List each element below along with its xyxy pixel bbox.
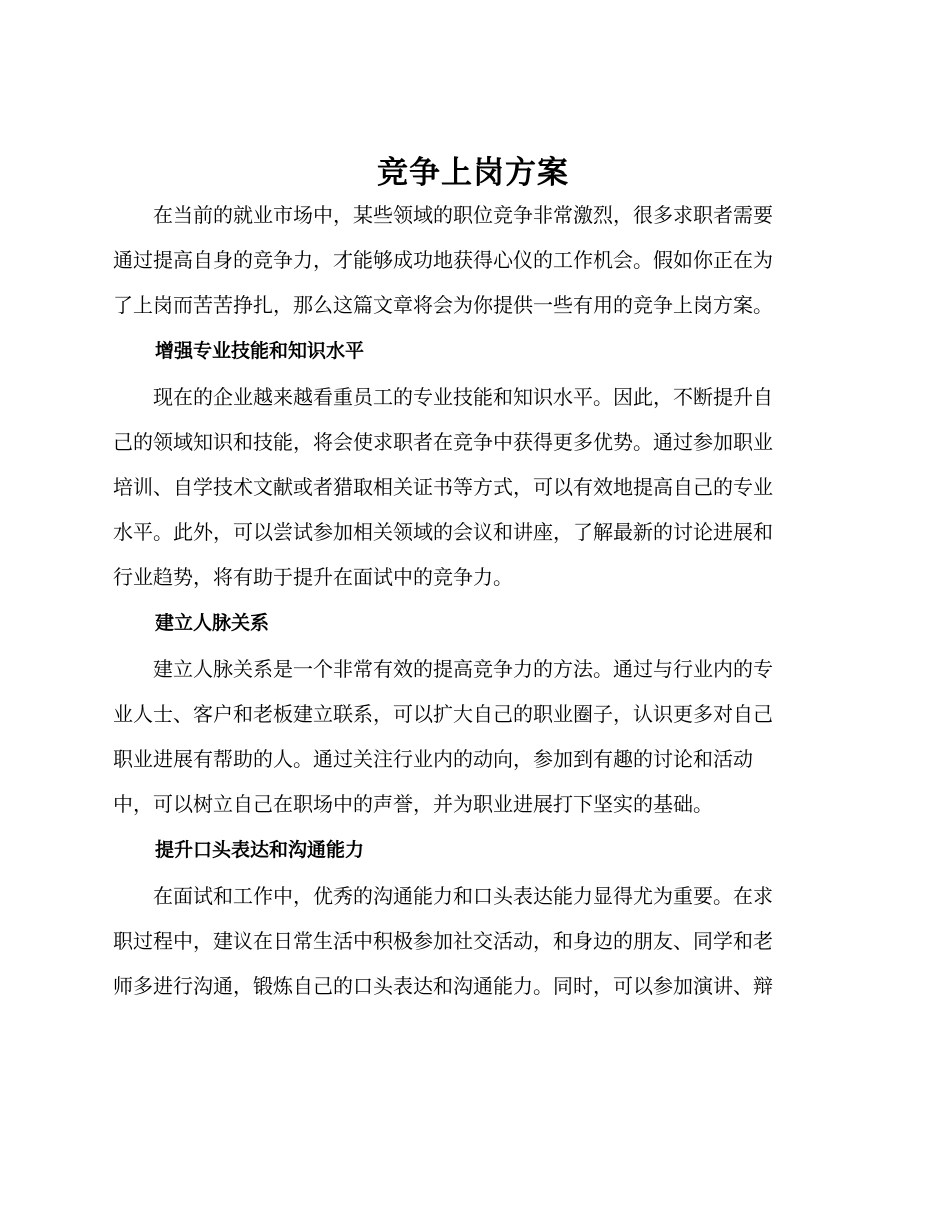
paragraph-line: 建立人脉关系是一个非常有效的提高竞争力的方法。通过与行业内的专	[153, 657, 773, 681]
document-title: 竞争上岗方案	[377, 155, 569, 191]
paragraph-line: 己的领域知识和技能，将会使求职者在竞争中获得更多优势。通过参加职业	[113, 430, 773, 454]
section-heading-network: 建立人脉关系	[155, 612, 270, 634]
section-heading-skills: 增强专业技能和知识水平	[155, 340, 365, 362]
section-heading-communication: 提升口头表达和沟通能力	[155, 839, 365, 861]
paragraph-line: 现在的企业越来越看重员工的专业技能和知识水平。因此，不断提升自	[153, 385, 773, 409]
section-paragraph-network	[113, 654, 833, 819]
paragraph-line: 职业进展有帮助的人。通过关注行业内的动向，参加到有趣的讨论和活动	[113, 747, 753, 771]
paragraph-line: 通过提高自身的竞争力，才能够成功地获得心仪的工作机会。假如你正在为	[113, 248, 773, 272]
paragraph-line: 在面试和工作中，优秀的沟通能力和口头表达能力显得尤为重要。在求	[153, 884, 773, 908]
section-paragraph-skills	[113, 382, 833, 592]
paragraph-line: 培训、自学技术文献或者猎取相关证书等方式，可以有效地提高自己的专业	[113, 475, 773, 499]
paragraph-line: 业人士、客户和老板建立联系，可以扩大自己的职业圈子，认识更多对自己	[113, 702, 773, 726]
paragraph-line: 中，可以树立自己在职场中的声誉，并为职业进展打下坚实的基础。	[113, 792, 713, 816]
intro-paragraph	[113, 200, 833, 320]
paragraph-line: 在当前的就业市场中，某些领域的职位竞争非常激烈，很多求职者需要	[153, 203, 773, 227]
paragraph-line: 行业趋势，将有助于提升在面试中的竞争力。	[113, 565, 513, 589]
paragraph-line: 了上岗而苦苦挣扎，那么这篇文章将会为你提供一些有用的竞争上岗方案。	[113, 293, 773, 317]
document-page	[113, 150, 833, 1001]
paragraph-line: 水平。此外，可以尝试参加相关领域的会议和讲座，了解最新的讨论进展和	[113, 520, 773, 544]
section-paragraph-communication	[113, 881, 833, 1001]
paragraph-line: 师多进行沟通，锻炼自己的口头表达和沟通能力。同时，可以参加演讲、辩	[113, 974, 773, 998]
paragraph-line: 职过程中，建议在日常生活中积极参加社交活动，和身边的朋友、同学和老	[113, 929, 773, 953]
